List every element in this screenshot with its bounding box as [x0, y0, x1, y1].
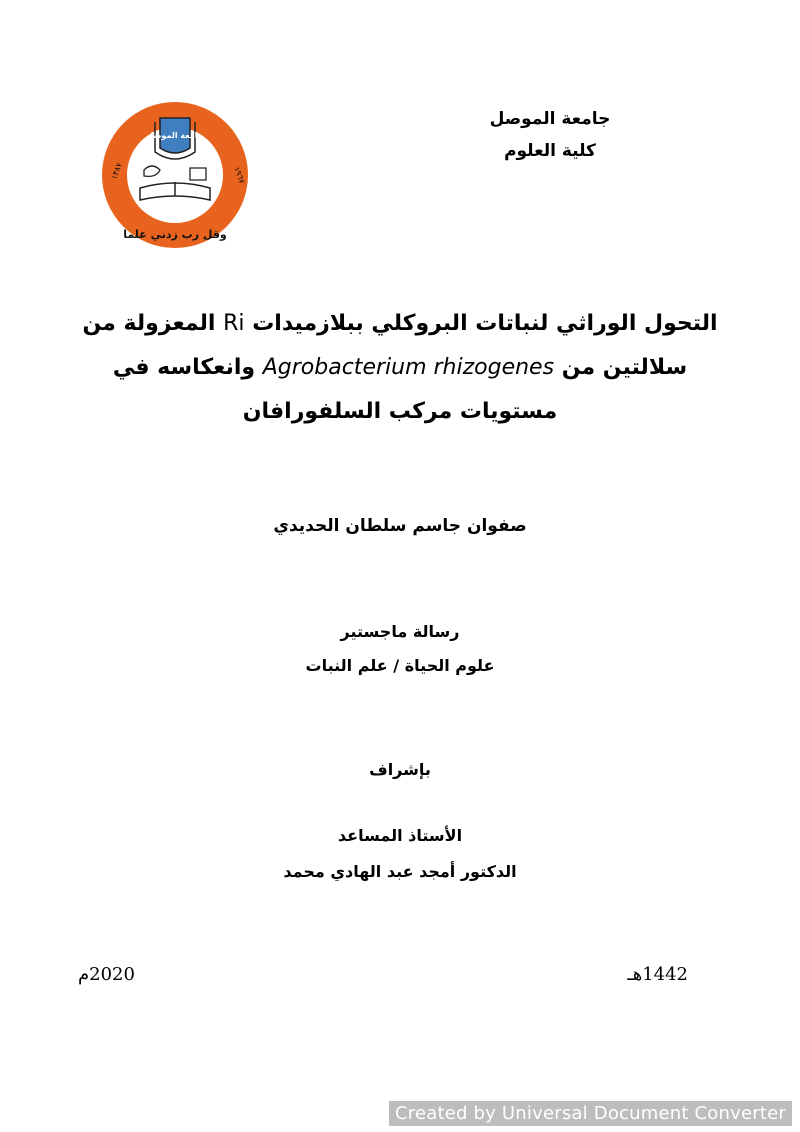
title-line-1-part-1: التحول الوراثي لنباتات البروكلي ببلازميدات [252, 311, 718, 336]
thesis-type: رسالة ماجستير [340, 622, 460, 641]
college-name: كلية العلوم [504, 141, 596, 161]
logo-motto: وقل رب زدني علما [123, 228, 227, 241]
title-line-3: مستويات مركب السلفورافان [242, 399, 558, 424]
converter-watermark: Created by Universal Document Converter [389, 1101, 792, 1126]
supervisor-rank: الأستاذ المساعد [337, 826, 463, 845]
supervisor-name: الدكتور أمجد عبد الهادي محمد [283, 862, 517, 881]
university-header [450, 103, 650, 167]
title-line-2-part-2: وانعكاسه في [112, 355, 256, 380]
logo-year-left: ١٣٨٧ [109, 161, 124, 181]
title-line-2 [0, 348, 800, 388]
title-line-2-part-1: سلالتين من [561, 355, 688, 380]
title-ri: Ri [223, 311, 245, 336]
logo-year-right: ١٩٦٧ [232, 165, 247, 185]
university-name: جامعة الموصل [489, 109, 611, 129]
date-hijri: 1442هـ [627, 964, 688, 985]
title-line-1-part-2: المعزولة من [82, 311, 216, 336]
author-name: صفوان جاسم سلطان الحديدي [273, 516, 527, 536]
title-latin-species: Agrobacterium rhizogenes [262, 355, 555, 380]
supervision-label: بإشراف [369, 760, 431, 779]
thesis-field: علوم الحياة / علم النبات [305, 656, 495, 675]
logo-inner-text: جامعة الموصل [146, 131, 204, 140]
university-logo [100, 100, 250, 250]
title-line-1 [0, 304, 800, 344]
date-gregorian: 2020م [78, 964, 135, 985]
